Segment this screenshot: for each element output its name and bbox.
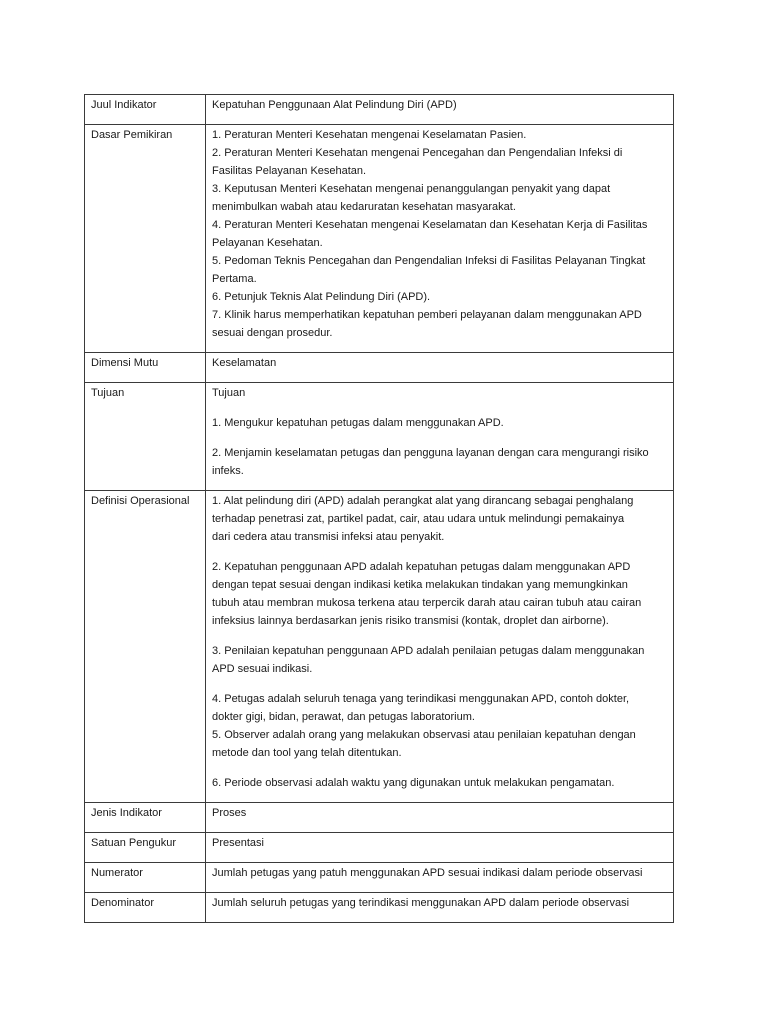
text-line: APD sesuai indikasi. — [212, 663, 313, 675]
content-tujuan — [206, 383, 674, 491]
text-line: Jumlah seluruh petugas yang terindikasi menggunakan APD dalam periode observasi — [212, 897, 630, 909]
content-dimensi-mutu — [206, 353, 674, 383]
text-line: 2. Kepatuhan penggunaan APD adalah kepatuhan petugas dalam menggunakan APD — [212, 561, 631, 573]
label-definisi-operasional: Definisi Operasional — [85, 491, 206, 803]
text-line: 3. Keputusan Menteri Kesehatan mengenai penanggulangan penyakit yang dapat — [212, 183, 611, 195]
content-satuan-pengukur — [206, 833, 674, 863]
text-line: 1. Mengukur kepatuhan petugas dalam menggunakan APD. — [212, 417, 504, 429]
text-line: 1. Alat pelindung diri (APD) adalah perangkat alat yang dirancang sebagai penghalang — [212, 495, 634, 507]
text-line: infeksius lainnya berdasarkan jenis risiko transmisi (kontak, droplet dan airborne). — [212, 615, 609, 627]
row-satuan-pengukur — [85, 833, 674, 863]
text-line: menimbulkan wabah atau kedaruratan kesehatan masyarakat. — [212, 201, 516, 213]
label-denominator: Denominator — [85, 893, 206, 923]
label-tujuan: Tujuan — [85, 383, 206, 491]
text-line: Kepatuhan Penggunaan Alat Pelindung Diri (APD) — [212, 99, 457, 111]
indicator-profile-table — [84, 94, 674, 923]
text-line: dari cedera atau transmisi infeksi atau penyakit. — [212, 531, 445, 543]
text-line: Pelayanan Kesehatan. — [212, 237, 323, 249]
text-line: 4. Petugas adalah seluruh tenaga yang terindikasi menggunakan APD, contoh dokter, — [212, 693, 630, 705]
text-line: 2. Peraturan Menteri Kesehatan mengenai Pencegahan dan Pengendalian Infeksi di — [212, 147, 623, 159]
content-jenis-indikator — [206, 803, 674, 833]
text-line: Fasilitas Pelayanan Kesehatan. — [212, 165, 367, 177]
text-line: sesuai dengan prosedur. — [212, 327, 333, 339]
text-line: Jumlah petugas yang patuh menggunakan APD sesuai indikasi dalam periode observasi — [212, 867, 643, 879]
text-line: metode dan tool yang telah ditentukan. — [212, 747, 402, 759]
content-judul — [206, 95, 674, 125]
label-dimensi-mutu: Dimensi Mutu — [85, 353, 206, 383]
text-line: 1. Peraturan Menteri Kesehatan mengenai Keselamatan Pasien. — [212, 129, 527, 141]
paragraph-gap — [212, 678, 667, 690]
text-line: Proses — [212, 807, 247, 819]
paragraph-gap — [212, 630, 667, 642]
text-line: infeks. — [212, 465, 244, 477]
row-numerator — [85, 863, 674, 893]
row-tujuan — [85, 383, 674, 491]
label-numerator: Numerator — [85, 863, 206, 893]
text-line: dokter gigi, bidan, perawat, dan petugas laboratorium. — [212, 711, 475, 723]
paragraph-gap — [212, 546, 667, 558]
row-definisi-operasional — [85, 491, 674, 803]
text-line: Keselamatan — [212, 357, 277, 369]
content-dasar-pemikiran — [206, 125, 674, 353]
row-dimensi-mutu — [85, 353, 674, 383]
paragraph-gap — [212, 432, 667, 444]
text-line: Presentasi — [212, 837, 264, 849]
text-line: Tujuan — [212, 387, 246, 399]
text-line: Pertama. — [212, 273, 257, 285]
row-denominator — [85, 893, 674, 923]
text-line: tubuh atau membran mukosa terkena atau terpercik darah atau cairan tubuh atau cairan — [212, 597, 642, 609]
content-numerator — [206, 863, 674, 893]
row-jenis-indikator — [85, 803, 674, 833]
text-line: 6. Periode observasi adalah waktu yang digunakan untuk melakukan pengamatan. — [212, 777, 615, 789]
text-line: 5. Observer adalah orang yang melakukan observasi atau penilaian kepatuhan dengan — [212, 729, 636, 741]
label-judul: Juul Indikator — [85, 95, 206, 125]
text-line: 2. Menjamin keselamatan petugas dan pengguna layanan dengan cara mengurangi risiko — [212, 447, 649, 459]
text-line: 5. Pedoman Teknis Pencegahan dan Pengendalian Infeksi di Fasilitas Pelayanan Tingkat — [212, 255, 646, 267]
row-dasar-pemikiran — [85, 125, 674, 353]
text-line: 3. Penilaian kepatuhan penggunaan APD adalah penilaian petugas dalam menggunakan — [212, 645, 645, 657]
text-line: terhadap penetrasi zat, partikel padat, cair, atau udara untuk melindungi pemakainya — [212, 513, 625, 525]
text-line: 4. Peraturan Menteri Kesehatan mengenai Keselamatan dan Kesehatan Kerja di Fasilitas — [212, 219, 648, 231]
content-denominator — [206, 893, 674, 923]
label-dasar-pemikiran: Dasar Pemikiran — [85, 125, 206, 353]
text-line: dengan tepat sesuai dengan indikasi ketika melakukan tindakan yang memungkinkan — [212, 579, 628, 591]
row-judul — [85, 95, 674, 125]
text-line: 7. Klinik harus memperhatikan kepatuhan pemberi pelayanan dalam menggunakan APD — [212, 309, 642, 321]
label-satuan-pengukur: Satuan Pengukur — [85, 833, 206, 863]
paragraph-gap — [212, 762, 667, 774]
text-line: 6. Petunjuk Teknis Alat Pelindung Diri (APD). — [212, 291, 431, 303]
label-jenis-indikator: Jenis Indikator — [85, 803, 206, 833]
paragraph-gap — [212, 402, 667, 414]
content-definisi-operasional — [206, 491, 674, 803]
